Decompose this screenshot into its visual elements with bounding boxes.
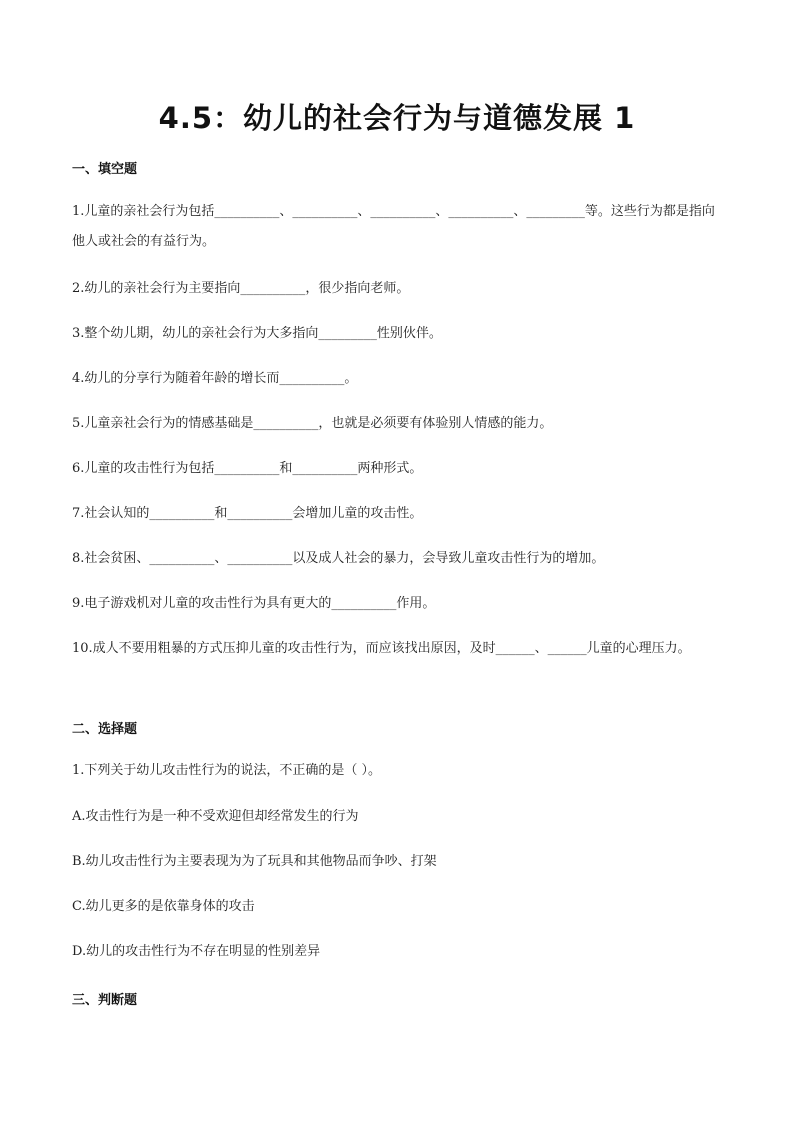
fill-question-4: 4.幼儿的分享行为随着年龄的增长而__________。 [72,371,358,386]
choice-option-a: A.攻击性行为是一种不受欢迎但却经常发生的行为 [72,809,359,824]
fill-question-3: 3.整个幼儿期，幼儿的亲社会行为大多指向_________性别伙伴。 [72,326,442,341]
section-heading-judge: 三、判断题 [72,993,138,1008]
section-heading-fill: 一、填空题 [72,162,138,177]
choice-option-b: B.幼儿攻击性行为主要表现为为了玩具和其他物品而争吵、打架 [72,854,437,869]
fill-question-6: 6.儿童的攻击性行为包括__________和__________两种形式。 [72,461,423,476]
document-title: 4.5：幼儿的社会行为与道德发展 1 [158,101,636,135]
fill-question-5: 5.儿童亲社会行为的情感基础是__________，也就是必须要有体验别人情感的能力。 [72,416,553,431]
fill-question-7: 7.社会认知的__________和__________会增加儿童的攻击性。 [72,506,423,521]
choice-question-1: 1.下列关于幼儿攻击性行为的说法，不正确的是（ ）。 [72,763,382,778]
fill-question-8: 8.社会贫困、__________、__________以及成人社会的暴力，会导致儿童攻击性行为的增加。 [72,551,605,566]
fill-question-10: 10.成人不要用粗暴的方式压抑儿童的攻击性行为，而应该找出原因，及时______、______儿童的心理压力。 [72,641,691,656]
section-heading-choice: 二、选择题 [72,722,138,737]
choice-option-c: C.幼儿更多的是依靠身体的攻击 [72,899,255,914]
fill-question-9: 9.电子游戏机对儿童的攻击性行为具有更大的__________作用。 [72,596,436,611]
choice-option-d: D.幼儿的攻击性行为不存在明显的性别差异 [72,944,321,959]
fill-question-1: 1.儿童的亲社会行为包括__________、__________、__________、__________、_________等。这些行为都是指向他人或社会的有益行为。 [72,204,715,249]
fill-question-2: 2.幼儿的亲社会行为主要指向__________，很少指向老师。 [72,281,410,296]
